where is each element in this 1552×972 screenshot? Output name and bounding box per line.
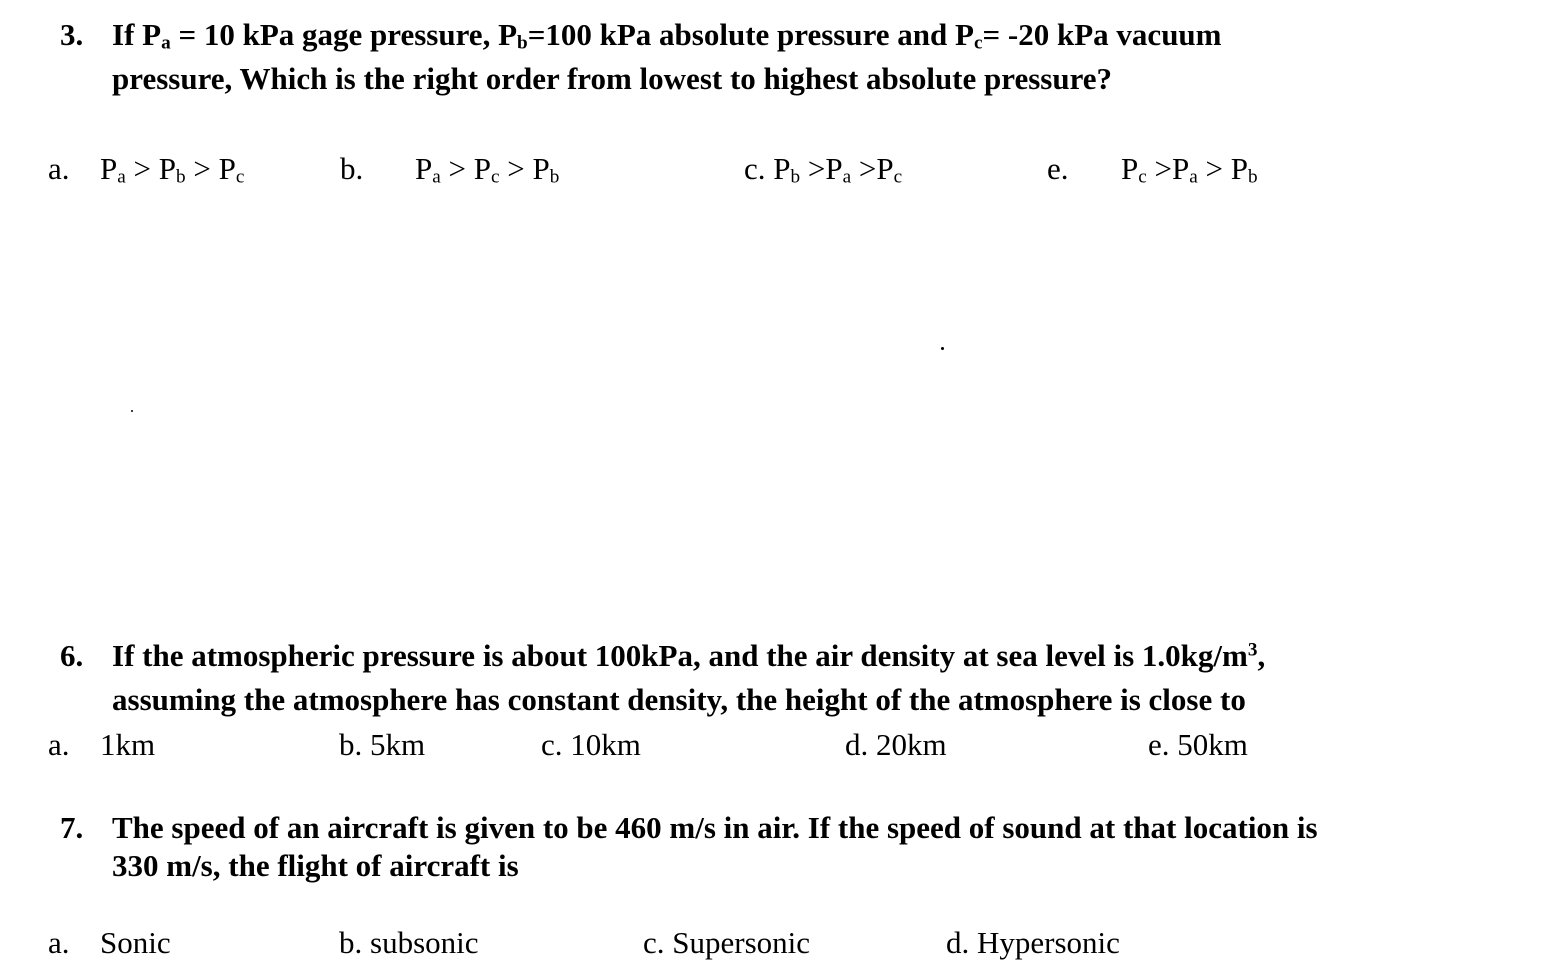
text-fragment: =100 kPa absolute pressure and P bbox=[527, 17, 974, 52]
text-fragment: 3 bbox=[1247, 639, 1258, 661]
question-3-option-b-letter: b. bbox=[340, 151, 364, 186]
question-7-option-c: c. Supersonic bbox=[643, 925, 811, 960]
question-3-line-1 bbox=[112, 17, 1222, 53]
text-fragment: c bbox=[235, 166, 245, 188]
text-fragment: c bbox=[1138, 166, 1147, 188]
text-fragment: > P bbox=[185, 151, 236, 186]
question-6-option-d: d. 20km bbox=[845, 727, 947, 762]
text-fragment: b bbox=[790, 166, 801, 188]
text-fragment: c. bbox=[744, 151, 774, 186]
question-7-line-2: 330 m/s, the flight of aircraft is bbox=[112, 848, 519, 883]
question-6-option-a-letter: a. bbox=[48, 727, 70, 762]
text-fragment: a bbox=[1189, 166, 1198, 188]
stray-dot bbox=[131, 410, 133, 412]
text-fragment: P bbox=[100, 151, 118, 186]
question-3-number: 3. bbox=[60, 17, 84, 52]
question-6-line-2: assuming the atmosphere has constant density, the height of the atmosphere is close to bbox=[112, 682, 1246, 717]
text-fragment: b bbox=[549, 166, 560, 188]
text-fragment: > P bbox=[499, 151, 550, 186]
text-fragment: b bbox=[1248, 166, 1258, 188]
question-3-option-a-letter: a. bbox=[48, 151, 70, 186]
text-fragment: > P bbox=[125, 151, 177, 186]
text-fragment: = 10 kPa gage pressure, P bbox=[170, 17, 518, 52]
question-6-option-e: e. 50km bbox=[1148, 727, 1248, 762]
text-fragment: If the atmospheric pressure is about 100kPa, and the air density at sea level is 1.0kg/m bbox=[112, 638, 1248, 673]
text-fragment: P bbox=[773, 151, 791, 186]
text-fragment: >P bbox=[851, 151, 894, 186]
text-fragment: a bbox=[161, 32, 171, 54]
text-fragment: > P bbox=[440, 151, 492, 186]
question-7-number: 7. bbox=[60, 810, 84, 845]
text-fragment: b bbox=[517, 32, 528, 54]
text-fragment: If P bbox=[112, 17, 162, 52]
text-fragment: > P bbox=[1197, 151, 1249, 186]
stray-dot bbox=[941, 347, 944, 350]
text-fragment: >P bbox=[1146, 151, 1190, 186]
question-3-option-b bbox=[415, 151, 559, 187]
text-fragment: b bbox=[176, 166, 186, 188]
text-fragment: >P bbox=[800, 151, 843, 186]
text-fragment: , bbox=[1257, 638, 1266, 673]
text-fragment: c bbox=[973, 32, 983, 54]
question-7-option-a: Sonic bbox=[100, 925, 171, 960]
question-3-option-a bbox=[100, 151, 244, 187]
text-fragment: P bbox=[1121, 151, 1139, 186]
text-fragment: a bbox=[432, 166, 441, 188]
question-6-option-a: 1km bbox=[100, 727, 156, 762]
question-3-line-2: pressure, Which is the right order from lowest to highest absolute pressure? bbox=[112, 61, 1113, 96]
text-fragment: c bbox=[491, 166, 500, 188]
text-fragment: c bbox=[893, 166, 903, 188]
question-6-number: 6. bbox=[60, 638, 84, 673]
text-fragment: P bbox=[415, 151, 433, 186]
question-3-option-e bbox=[1121, 151, 1258, 187]
question-6-option-c: c. 10km bbox=[541, 727, 641, 762]
text-fragment: a bbox=[117, 166, 126, 188]
question-3-option-c bbox=[744, 151, 902, 187]
text-fragment: a bbox=[842, 166, 852, 188]
question-3-option-e-letter: e. bbox=[1047, 151, 1069, 186]
question-7-option-a-letter: a. bbox=[48, 925, 70, 960]
question-7-option-b: b. subsonic bbox=[339, 925, 479, 960]
question-6-line-1 bbox=[112, 638, 1265, 674]
question-6-option-b: b. 5km bbox=[339, 727, 426, 762]
question-7-option-d: d. Hypersonic bbox=[946, 925, 1120, 960]
question-7-line-1: The speed of an aircraft is given to be 460 m/s in air. If the speed of sound at that location is bbox=[112, 810, 1318, 845]
text-fragment: = -20 kPa vacuum bbox=[982, 17, 1222, 52]
